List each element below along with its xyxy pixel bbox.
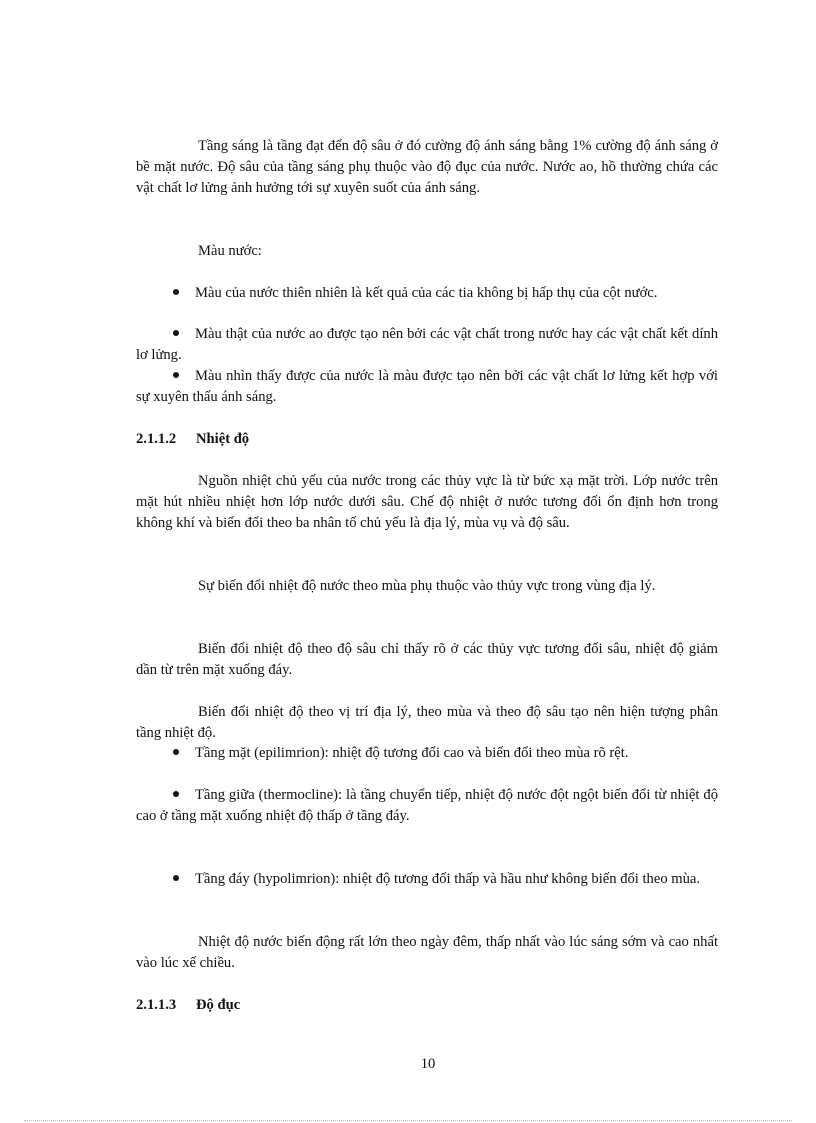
- section-number: 2.1.1.3: [136, 997, 177, 1013]
- paragraph-seasonal-variation: Sự biến đổi nhiệt độ nước theo mùa phụ thuộc vào thủy vực trong vùng địa lý.: [198, 578, 656, 594]
- bullet-icon: [173, 330, 179, 336]
- bullet-text: Tầng giữa (thermocline): là tầng chuyển tiếp, nhiệt độ nước đột ngột biến đổi từ nhiệt độ cao ở tầng mặt xuống nhiệt độ thấp ở tầng đáy.: [136, 787, 718, 824]
- page-number: 10: [420, 1056, 436, 1072]
- paragraph-water-color-intro: Màu nước:: [198, 243, 262, 259]
- paragraph-heat-source: Nguồn nhiệt chủ yếu của nước trong các thủy vực là từ bức xạ mặt trời. Lớp nước trên mặt hút nhiều nhiệt hơn lớp nước dưới sâu. Chế độ nhiệt ở nước tương đối ổn định hơn trong không khí và biến đổi theo ba nhân tố chủ yếu là địa lý, mùa vụ và độ sâu.: [136, 473, 718, 531]
- section-number: 2.1.1.2: [136, 431, 177, 447]
- bullet-text: Tầng mặt (epilimrion): nhiệt độ tương đối cao và biến đổi theo mùa rõ rệt.: [195, 745, 629, 761]
- bullet-text: Tầng đáy (hypolimrion): nhiệt độ tương đối thấp và hầu như không biến đổi theo mùa.: [195, 871, 701, 887]
- paragraph-daily-variation: Nhiệt độ nước biến động rất lớn theo ngày đêm, thấp nhất vào lúc sáng sớm và cao nhất vào lúc xế chiều.: [136, 934, 718, 971]
- section-title: Nhiệt độ: [196, 431, 250, 447]
- section-title: Độ đục: [196, 997, 241, 1013]
- bullet-icon: [173, 875, 179, 881]
- page-bottom-divider: [24, 1120, 792, 1121]
- bullet-text: Màu nhìn thấy được của nước là màu được tạo nên bởi các vật chất lơ lửng kết hợp với sự xuyên thấu ánh sáng.: [136, 368, 718, 405]
- section-heading-turbidity: [136, 995, 240, 1016]
- paragraph-depth-variation: Biến đổi nhiệt độ theo độ sâu chỉ thấy rõ ở các thủy vực tương đối sâu, nhiệt độ giảm dần từ trên mặt xuống đáy.: [136, 641, 718, 678]
- bullet-hypolimnion: [136, 869, 718, 890]
- bullet-text: Màu của nước thiên nhiên là kết quả của các tia không bị hấp thụ của cột nước.: [195, 285, 658, 301]
- bullet-icon: [173, 289, 179, 295]
- bullet-thermocline: [136, 785, 718, 827]
- bullet-epilimnion: [136, 743, 718, 764]
- bullet-apparent-color: [136, 366, 718, 408]
- bullet-text: Màu thật của nước ao được tạo nên bởi các vật chất trong nước hay các vật chất kết dính lơ lửng.: [136, 326, 718, 363]
- paragraph-stratification: Biến đổi nhiệt độ theo vị trí địa lý, theo mùa và theo độ sâu tạo nên hiện tượng phân tầng nhiệt độ.: [136, 704, 718, 741]
- bullet-true-color: [136, 324, 718, 366]
- bullet-icon: [173, 791, 179, 797]
- bullet-icon: [173, 749, 179, 755]
- bullet-icon: [173, 372, 179, 378]
- paragraph-euphotic-zone: Tầng sáng là tầng đạt đến độ sâu ở đó cường độ ánh sáng bằng 1% cường độ ánh sáng ở bề mặt nước. Độ sâu của tầng sáng phụ thuộc vào độ đục của nước. Nước ao, hồ thường chứa các vật chất lơ lửng ảnh hưởng tới sự xuyên suốt của ánh sáng.: [136, 138, 718, 196]
- section-heading-temperature: [136, 429, 249, 450]
- bullet-natural-color: [136, 283, 718, 304]
